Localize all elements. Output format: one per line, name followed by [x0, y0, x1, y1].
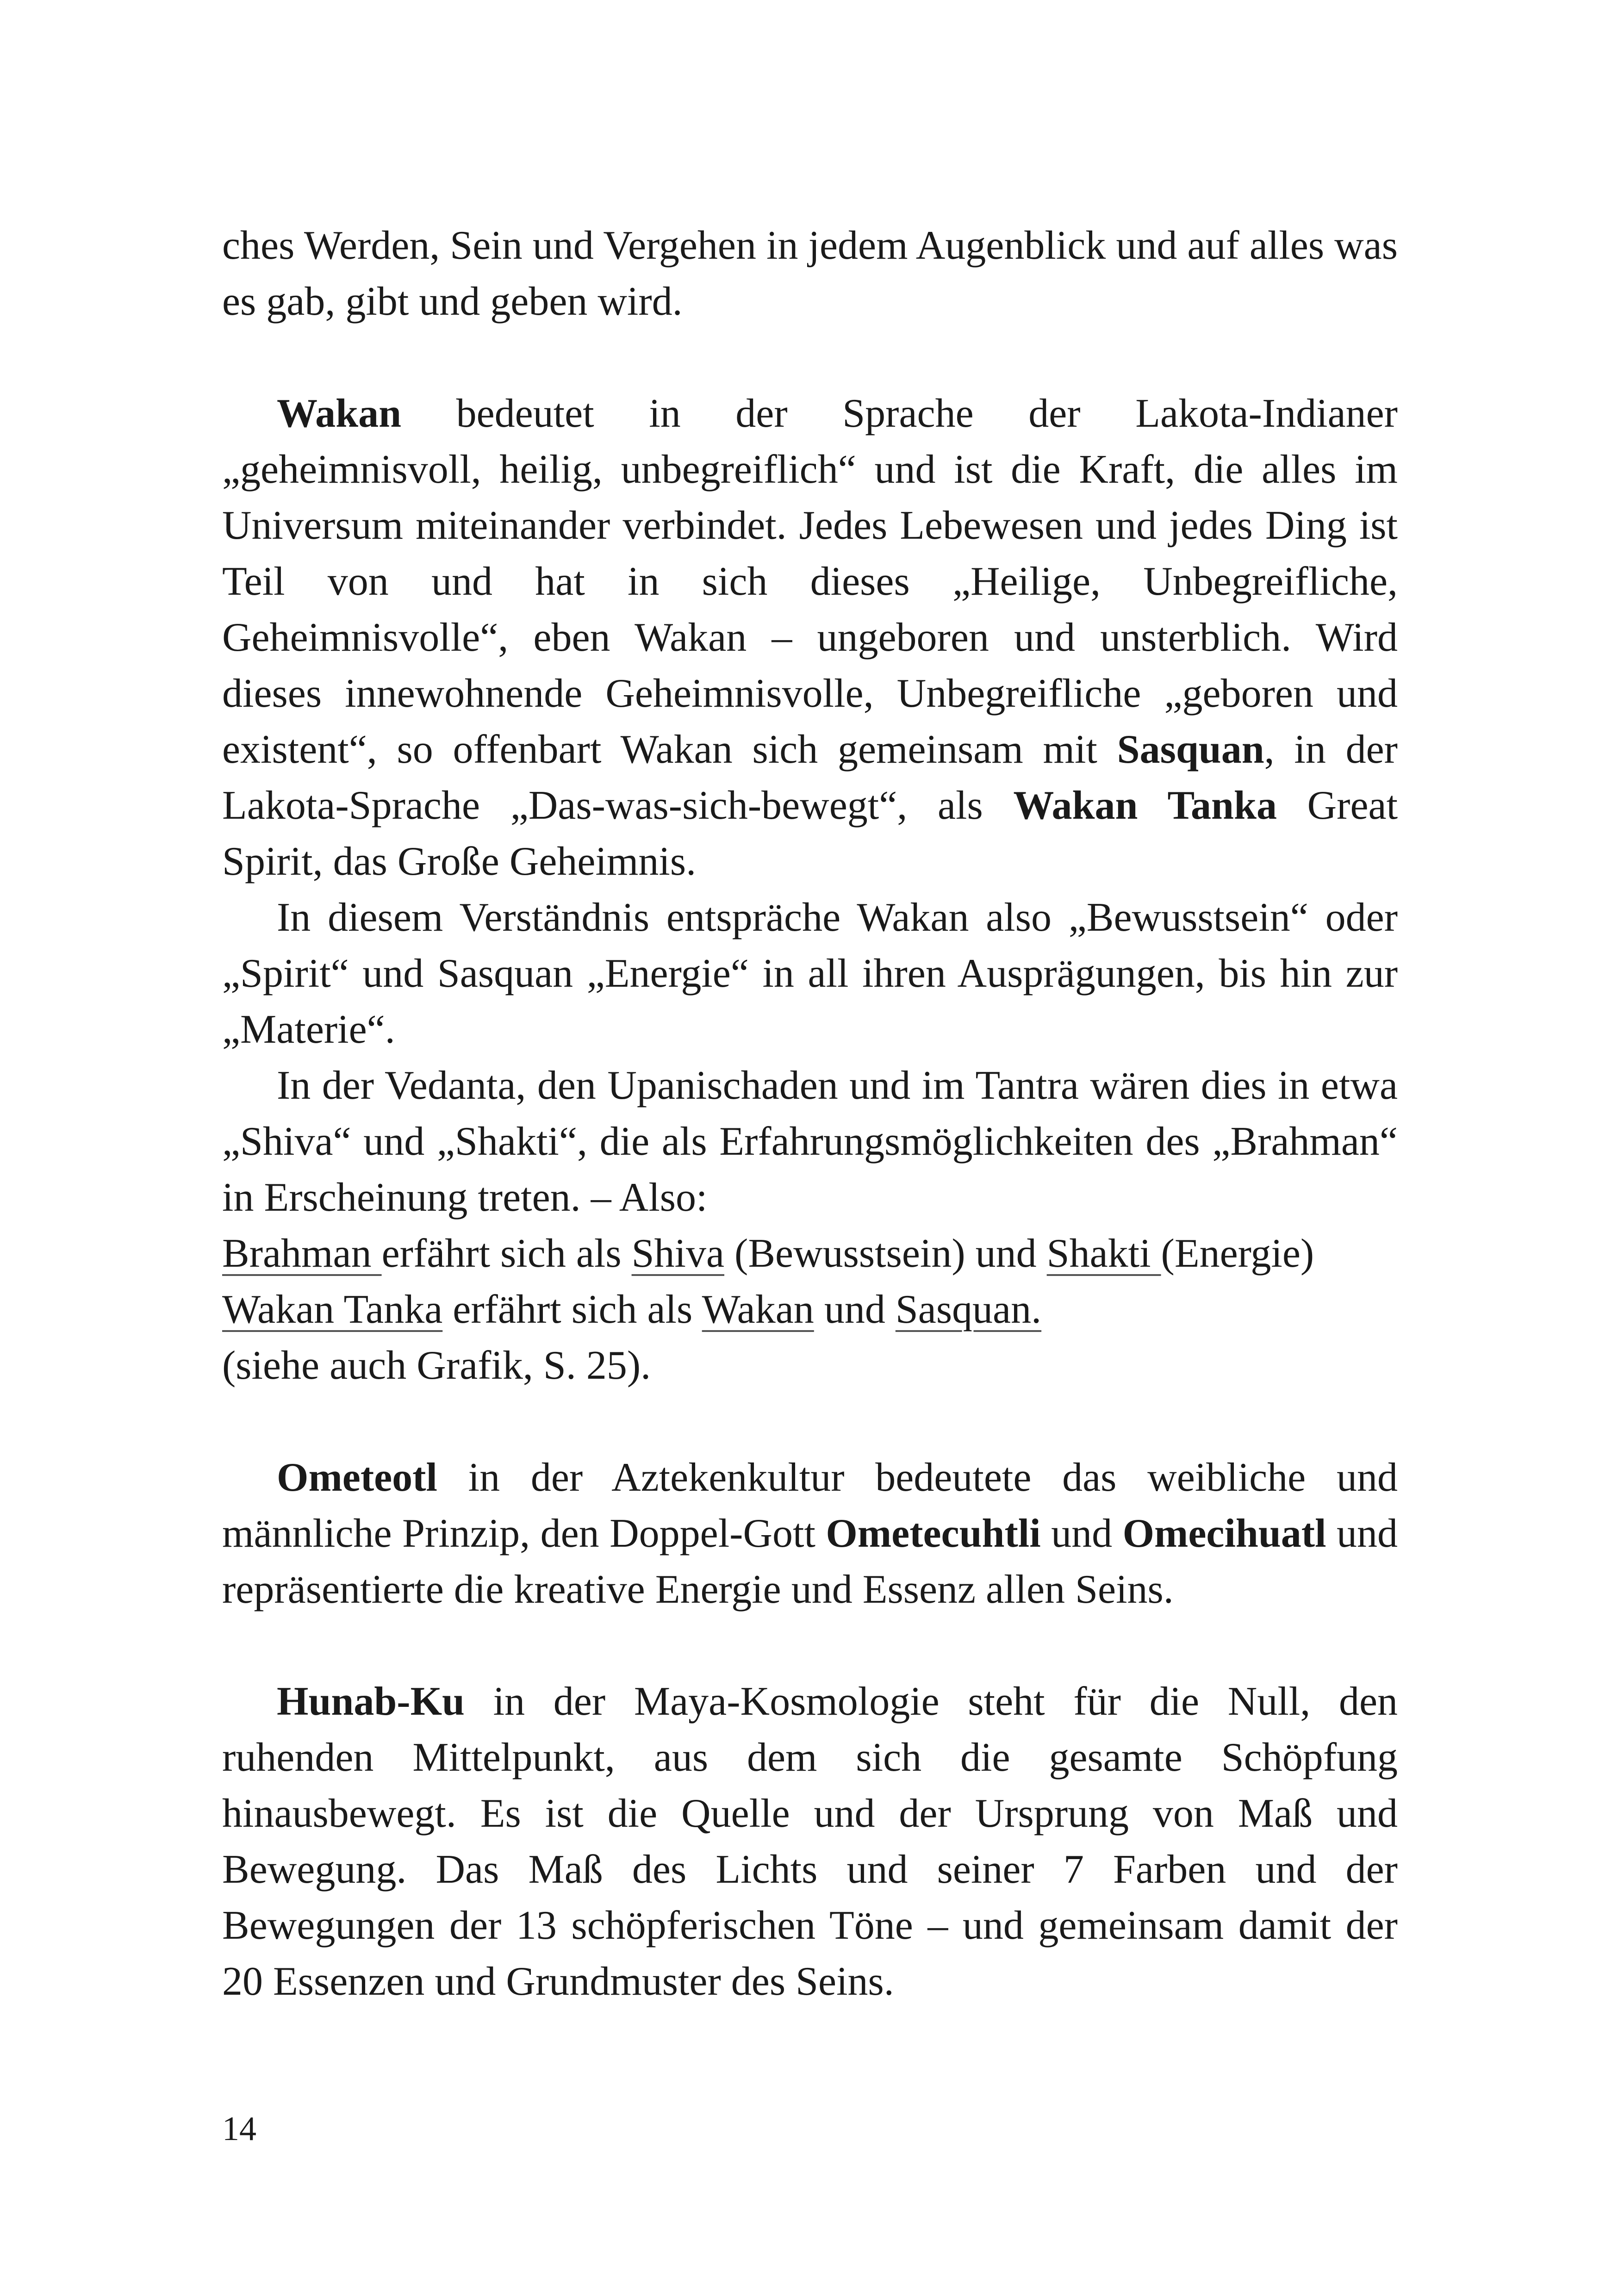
paragraph-continuation — [222, 218, 1398, 330]
line-text: (siehe auch Grafik, S. 25). — [222, 1343, 651, 1388]
paragraph-text: bedeutet in der Sprache der Lakota-Indianer „geheimnisvoll, heilig, unbegreiflich“ und ist die Kraft, die alles im Universum miteinander verbindet. Jedes Lebewesen und jedes Ding ist Teil von und hat in sich dieses „Heilige, Unbegreifliche, Geheimnisvolle“, eben Wakan – ungeboren und unsterblich. Wird dieses innewohnende Geheimnisvolle, Unbegreifliche „geboren und existent“, so offenbart Wakan sich gemeinsam mit — [222, 391, 1398, 772]
paragraph-text: und — [1040, 1511, 1123, 1556]
page-number: 14 — [222, 2110, 256, 2148]
paragraph-ometeotl — [222, 1450, 1398, 1618]
paragraph-vedanta — [222, 1058, 1398, 1226]
line-text: (Energie) — [1161, 1231, 1314, 1276]
paragraph-text: Great Spirit, das Große Geheimnis. — [222, 783, 1398, 884]
line-text: erfährt sich als — [442, 1287, 702, 1332]
line-text: (Bewusstsein) und — [724, 1231, 1047, 1276]
term-shakti: Shakti — [1046, 1231, 1161, 1276]
term-brahman: Brahman — [222, 1231, 382, 1276]
term-wakan-tanka-underlined: Wakan Tanka — [222, 1287, 443, 1332]
paragraph-text: in der Aztekenkultur bedeutete das weibliche und männliche Prinzip, den Doppel-Gott — [222, 1455, 1398, 1556]
paragraph-text: ches Werden, Sein und Vergehen in jedem Augenblick und auf alles was es gab, gibt und geben wird. — [222, 223, 1398, 324]
line-text: und — [814, 1287, 896, 1332]
comparison-line-brahman — [222, 1226, 1398, 1282]
paragraph-wakan — [222, 386, 1398, 890]
paragraph-text: in der Maya-Kosmologie steht für die Null, den ruhenden Mittelpunkt, aus dem sich die gesamte Schöpfung hinausbewegt. Es ist die Quelle und der Ursprung von Maß und Bewegung. Das Maß des Lichts und seiner 7 Farben und der Bewegungen der 13 schöpferischen Töne – und gemeinsam damit der 20 Essenzen und Grundmuster des Seins. — [222, 1679, 1398, 2004]
term-ometecuhtli: Ometecuhtli — [826, 1511, 1041, 1556]
page-body — [222, 218, 1398, 2010]
paragraph-verstaendnis — [222, 890, 1398, 1058]
term-wakan: Wakan — [277, 391, 402, 436]
paragraph-hunab-ku — [222, 1674, 1398, 2010]
term-hunab-ku: Hunab-Ku — [277, 1679, 465, 1724]
paragraph-text: In der Vedanta, den Upanischaden und im Tantra wären dies in etwa „Shiva“ und „Shakti“, die als Erfahrungsmöglichkeiten des „Brahman“ in Erscheinung treten. – Also: — [222, 1063, 1398, 1220]
paragraph-text: und repräsentierte die kreative Energie und Essenz allen Seins. — [222, 1511, 1398, 1612]
term-sasquan-underlined: Sasquan. — [895, 1287, 1042, 1332]
term-omecihuatl: Omecihuatl — [1122, 1511, 1326, 1556]
term-ometeotl: Ometeotl — [277, 1455, 437, 1500]
reference-line — [222, 1338, 1398, 1394]
term-shiva: Shiva — [631, 1231, 725, 1276]
term-wakan-underlined: Wakan — [702, 1287, 814, 1332]
term-wakan-tanka: Wakan Tanka — [1013, 783, 1277, 828]
line-text: erfährt sich als — [381, 1231, 632, 1276]
paragraph-text: In diesem Verständnis entspräche Wakan also „Bewusstsein“ oder „Spirit“ und Sasquan „Energie“ in all ihren Ausprägungen, bis hin zur „Materie“. — [222, 895, 1398, 1052]
paragraph-text: , in der Lakota-Sprache „Das-was-sich-bewegt“, als — [222, 727, 1398, 828]
term-sasquan: Sasquan — [1117, 727, 1264, 772]
comparison-line-wakan-tanka — [222, 1282, 1398, 1338]
